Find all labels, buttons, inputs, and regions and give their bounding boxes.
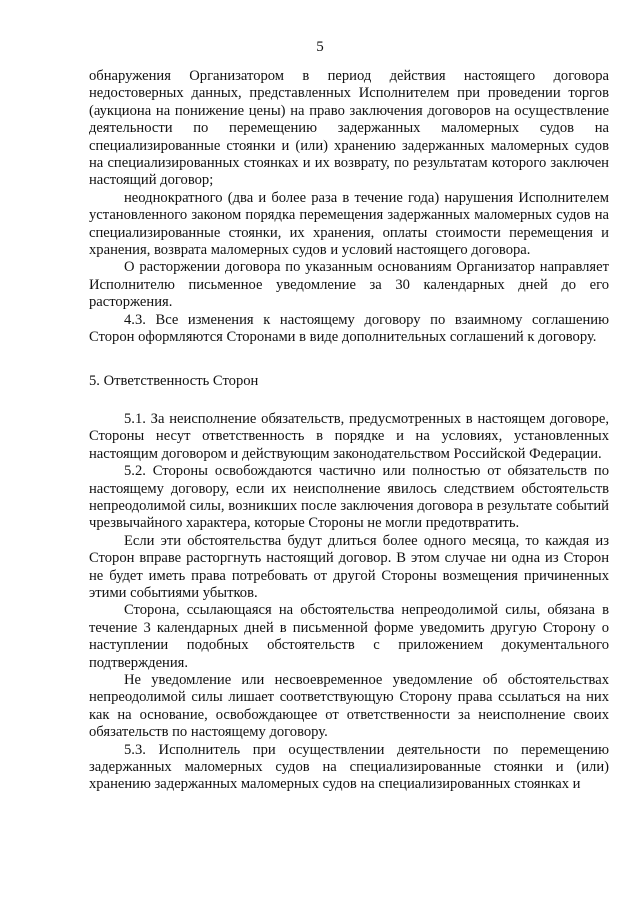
section-heading: 5. Ответственность Сторон <box>89 372 259 389</box>
paragraph: Если эти обстоятельства будут длиться более одного месяца, то каждая из Сторон вправе расторгнуть настоящий договор. В этом случае ни одна из Сторон не будет иметь права потребовать от другой Стороны возмещения причиненных этими событиями убытков. <box>89 532 609 601</box>
paragraph: 5.3. Исполнитель при осуществлении деятельности по перемещению задержанных маломерных судов на специализированные стоянки и (или) хранению задержанных маломерных судов на специализированных стоянках и <box>89 741 609 793</box>
paragraph: Сторона, ссылающаяся на обстоятельства непреодолимой силы, обязана в течение 3 календарных дней в письменной форме уведомить другую Сторону о наступлении подобных обстоятельств с приложением документального подтверждения. <box>89 602 609 671</box>
document-body <box>89 68 609 794</box>
paragraph: Не уведомление или несвоевременное уведомление об обстоятельствах непреодолимой силы лишает соответствующую Сторону права ссылаться на них как на основание, освобождающее от ответственности за неисполнение своих обязательств по настоящему договору. <box>89 672 609 741</box>
paragraph: 5.1. За неисполнение обязательств, предусмотренных в настоящем договоре, Стороны несут ответственность в порядке и на условиях, установленных настоящим договором и действующим законодательством Российской Федерации. <box>89 410 609 462</box>
paragraph: 5.2. Стороны освобождаются частично или полностью от обязательств по настоящему договору, если их неисполнение явилось следствием обстоятельств непреодолимой силы, возникших после заключения договора в результате событий чрезвычайного характера, которые Стороны не могли предотвратить. <box>89 463 609 532</box>
paragraph: 4.3. Все изменения к настоящему договору по взаимному соглашению Сторон оформляются Сторонами в виде дополнительных соглашений к договору. <box>89 311 609 346</box>
paragraph: неоднократного (два и более раза в течение года) нарушения Исполнителем установленного законом порядка перемещения задержанных маломерных судов на специализированные стоянки, их хранения, оплаты стоимости перемещения и хранения, возврата маломерных судов и условий настоящего договора. <box>89 189 609 259</box>
paragraph: обнаружения Организатором в период действия настоящего договора недостоверных данных, представленных Исполнителем при проведении торгов (аукциона на понижение цены) на право заключения договоров на осуществление деятельности по перемещению задержанных маломерных судов на специализированные стоянки и (или) хранению задержанных маломерных судов на специализированных стоянках и их возврату, по результатам которого заключен настоящий договор; <box>89 68 609 189</box>
page-number: 5 <box>316 39 324 55</box>
paragraph: О расторжении договора по указанным основаниям Организатор направляет Исполнителю письменное уведомление за 30 календарных дней до его расторжения. <box>89 259 609 311</box>
